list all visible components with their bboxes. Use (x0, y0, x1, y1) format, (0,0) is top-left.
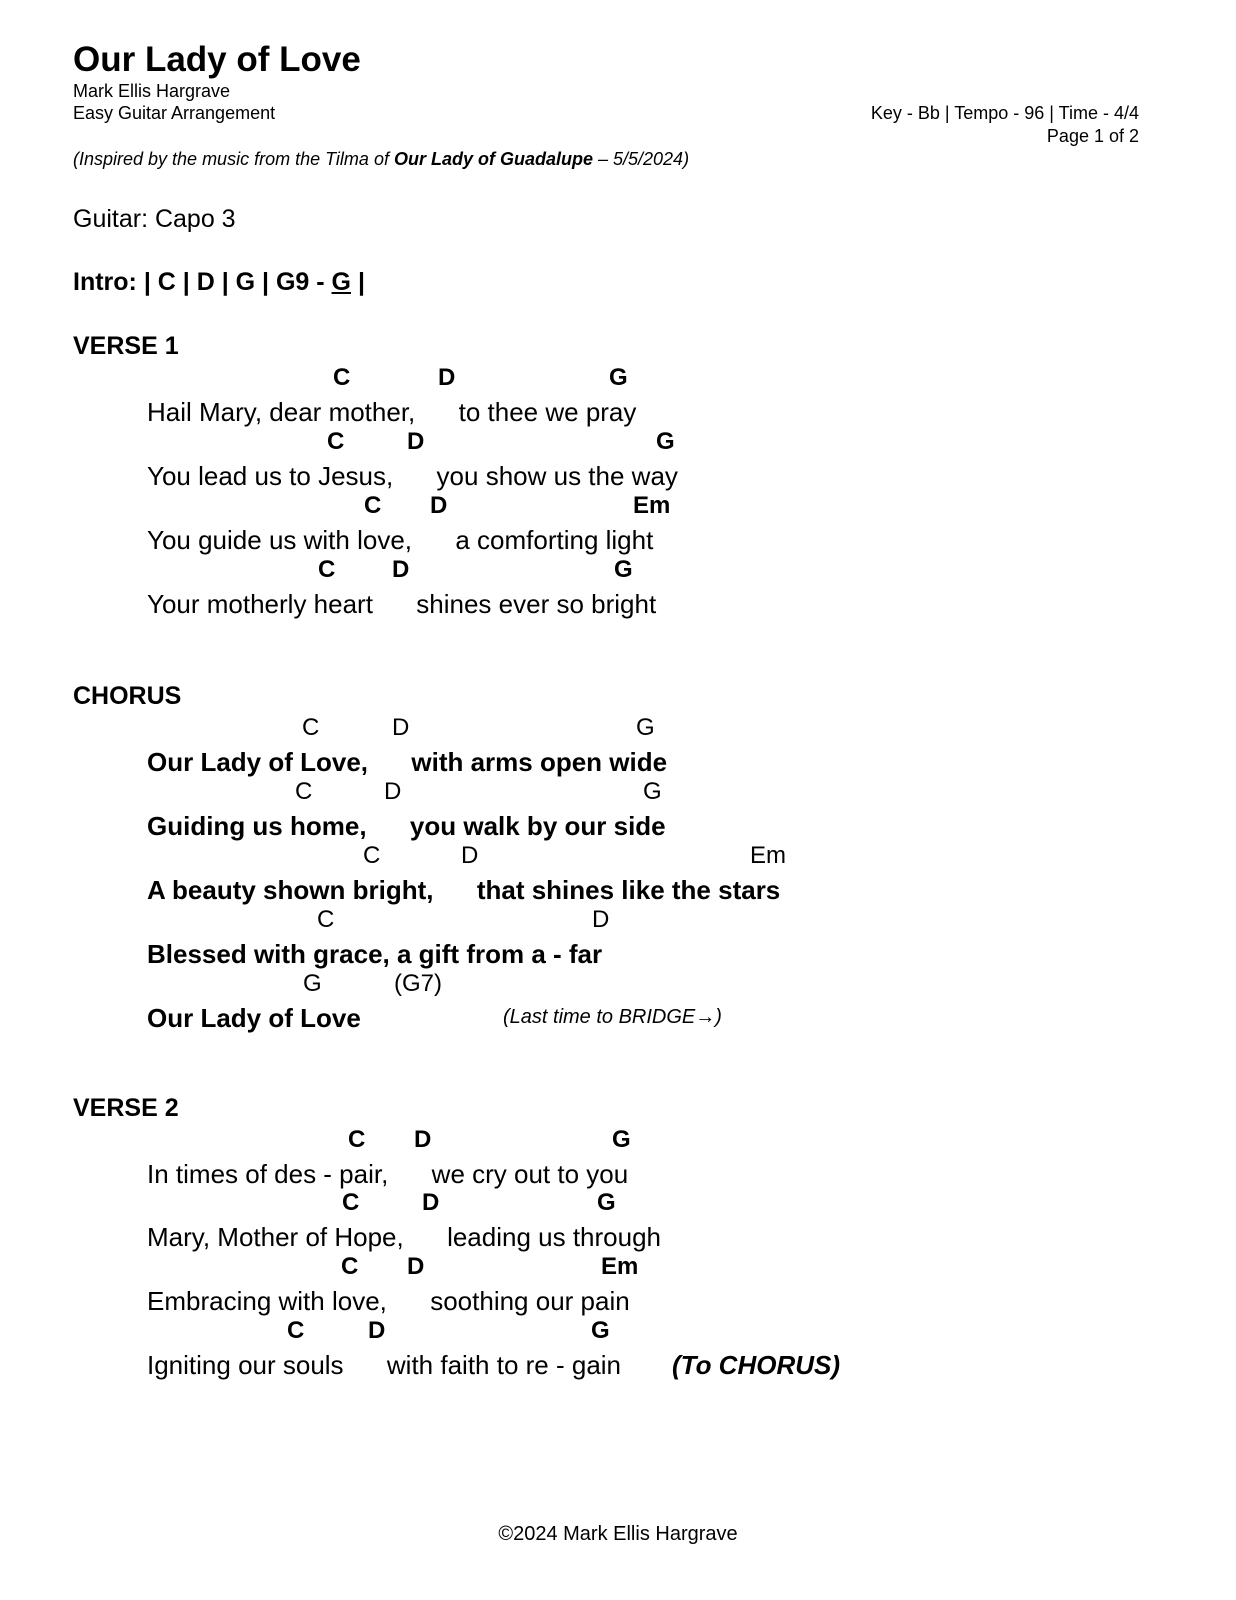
lyric: A beauty shown bright, that shines like the stars (147, 875, 781, 905)
chord: D (414, 1126, 432, 1153)
key-tempo-time: Key - Bb | Tempo - 96 | Time - 4/4 (870, 103, 1139, 123)
chord: D (368, 1317, 386, 1344)
lyric: Igniting our souls with faith to re - gain (147, 1350, 622, 1380)
intro-pre: Intro: | C | D | G | G9 - (73, 268, 332, 296)
chord: G (656, 428, 675, 455)
lyric: Your motherly heart shines ever so bright (147, 589, 657, 619)
lyric: You guide us with love, a comforting light (147, 525, 654, 555)
chord: D (392, 714, 410, 741)
chord: C (363, 842, 381, 869)
chord: Em (601, 1253, 639, 1280)
chord: C (287, 1317, 305, 1344)
chord: C (341, 1253, 359, 1280)
chord: D (392, 556, 410, 583)
chord: D (407, 1253, 425, 1280)
inspiration-pre: (Inspired by the music from the Tilma of (73, 149, 394, 169)
chord: G (612, 1126, 631, 1153)
capo-instruction: Guitar: Capo 3 (73, 205, 236, 233)
lyric: In times of des - pair, we cry out to you (147, 1159, 629, 1189)
chord: (G7) (394, 970, 442, 997)
chord: D (422, 1189, 440, 1216)
verse1-heading: VERSE 1 (73, 332, 179, 360)
bridge-note: (Last time to BRIDGE→) (503, 1006, 722, 1028)
lyric: Hail Mary, dear mother, to thee we pray (147, 397, 637, 427)
inspiration-bold: Our Lady of Guadalupe (393, 149, 593, 169)
chord: C (342, 1189, 360, 1216)
page-number: Page 1 of 2 (1046, 126, 1139, 146)
intro-underlined-chord: G (331, 268, 351, 296)
chord: D (461, 842, 479, 869)
chord: G (609, 364, 628, 391)
chord: Em (633, 492, 671, 519)
verse2-heading: VERSE 2 (73, 1094, 179, 1122)
arrangement: Easy Guitar Arrangement (73, 103, 276, 123)
chord: C (364, 492, 382, 519)
chord: G (614, 556, 633, 583)
chord: D (407, 428, 425, 455)
chord: G (591, 1317, 610, 1344)
chord: C (348, 1126, 366, 1153)
intro-post: | (351, 268, 365, 296)
copyright-footer: ©2024 Mark Ellis Hargrave (498, 1523, 738, 1545)
lyric: Our Lady of Love, with arms open wide (147, 747, 668, 777)
chord: G (597, 1189, 616, 1216)
author: Mark Ellis Hargrave (73, 81, 231, 101)
inspiration-note (73, 149, 689, 170)
lyric: Blessed with grace, a gift from a - far (147, 939, 603, 969)
chord: D (384, 778, 402, 805)
lyric: Our Lady of Love (147, 1003, 361, 1033)
intro-line (73, 268, 365, 297)
to-chorus-note: (To CHORUS) (672, 1350, 841, 1380)
lyric: Embracing with love, soothing our pain (147, 1286, 630, 1316)
lyric: You lead us to Jesus, you show us the way (147, 461, 678, 491)
chorus-heading: CHORUS (73, 682, 182, 710)
chord: C (317, 906, 335, 933)
chord: C (295, 778, 313, 805)
chord: G (636, 714, 655, 741)
chord: C (318, 556, 336, 583)
chord: G (303, 970, 322, 997)
chord: G (643, 778, 662, 805)
chord: C (327, 428, 345, 455)
chord: Em (750, 842, 786, 869)
chord: D (430, 492, 448, 519)
song-title: Our Lady of Love (73, 40, 361, 79)
chord: D (438, 364, 456, 391)
chord: C (333, 364, 351, 391)
chord: C (302, 714, 320, 741)
lyric: Mary, Mother of Hope, leading us through (147, 1222, 662, 1252)
chord: D (592, 906, 610, 933)
lyric: Guiding us home, you walk by our side (147, 811, 666, 841)
inspiration-post: – 5/5/2024) (592, 149, 690, 169)
